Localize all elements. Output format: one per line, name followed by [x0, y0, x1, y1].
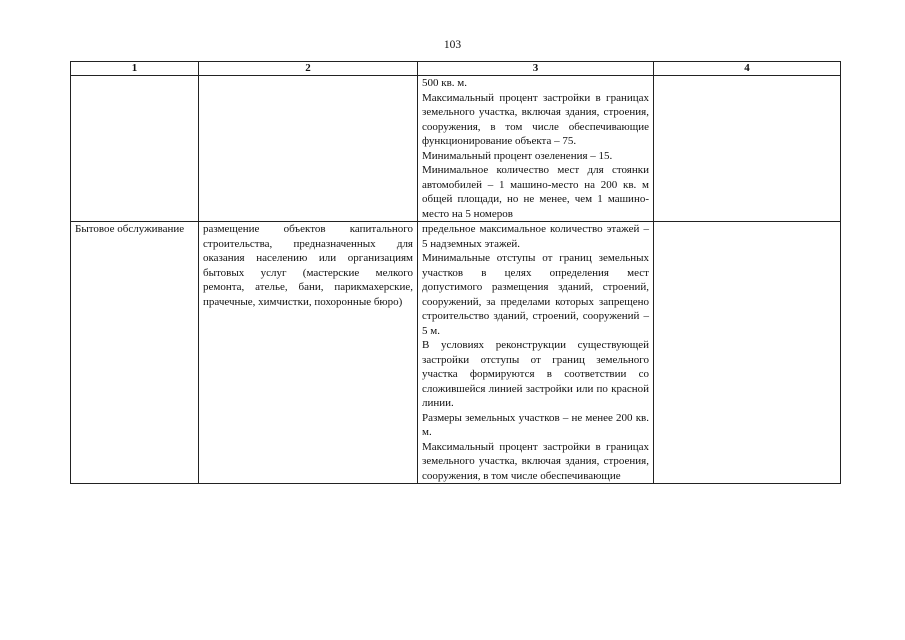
row1-col3-cell [418, 76, 654, 222]
row1-col1-cell [71, 76, 199, 222]
table-row [71, 222, 841, 484]
header-col-1: 1 [71, 62, 199, 76]
regulations-table [70, 61, 841, 484]
row2-col2-cell: размещение объектов капитального строительства, предназначенных для оказания населению или организациям бытовых услуг (мастерские мелкого ремонта, ателье, бани, парикмахерские, прачечные, химчистки, похоронные бюро) [199, 222, 418, 484]
row2-col3-cell [418, 222, 654, 484]
row1-col3-para: Минимальное количество мест для стоянки автомобилей – 1 машино-место на 200 кв. м общей площади, но не менее, чем 1 машино-место на 5 номеров [422, 164, 649, 220]
header-col-2: 2 [199, 62, 418, 76]
table-header-row [71, 62, 841, 76]
row2-col4-cell [654, 222, 841, 484]
row2-col3-para: Максимальный процент застройки в границах земельного участка, включая здания, строения, сооружения, в том числе обеспечивающие [422, 440, 649, 482]
row1-col3-para: Минимальный процент озеленения – 15. [422, 149, 613, 162]
page-number: 103 [443, 39, 462, 51]
row2-col3-para: предельное максимальное количество этажей – 5 надземных этажей. [422, 223, 649, 250]
header-col-3: 3 [418, 62, 654, 76]
row1-col2-cell [199, 76, 418, 222]
row1-col4-cell [654, 76, 841, 222]
row2-col3-para: В условиях реконструкции существующей застройки отступы от границ земельного участка формируются в соответствии со сложившейся линией застройки или по красной линии. [422, 339, 649, 409]
row2-col3-para: Размеры земельных участков – не менее 200 кв. м. [422, 411, 649, 438]
table-row [71, 76, 841, 222]
row2-col1-cell: Бытовое обслуживание [71, 222, 199, 484]
header-col-4: 4 [654, 62, 841, 76]
row1-col3-para: Максимальный процент застройки в границах земельного участка, включая здания, строения, сооружения, в том числе обеспечивающие функционирование объекта – 75. [422, 91, 649, 147]
row2-col3-para: Минимальные отступы от границ земельных участков в целях определения мест допустимого размещения зданий, строений, сооружений, за пределами которых запрещено строительство зданий, строений, сооружений – 5 м. [422, 252, 649, 337]
row1-col3-para: 500 кв. м. [422, 77, 467, 89]
